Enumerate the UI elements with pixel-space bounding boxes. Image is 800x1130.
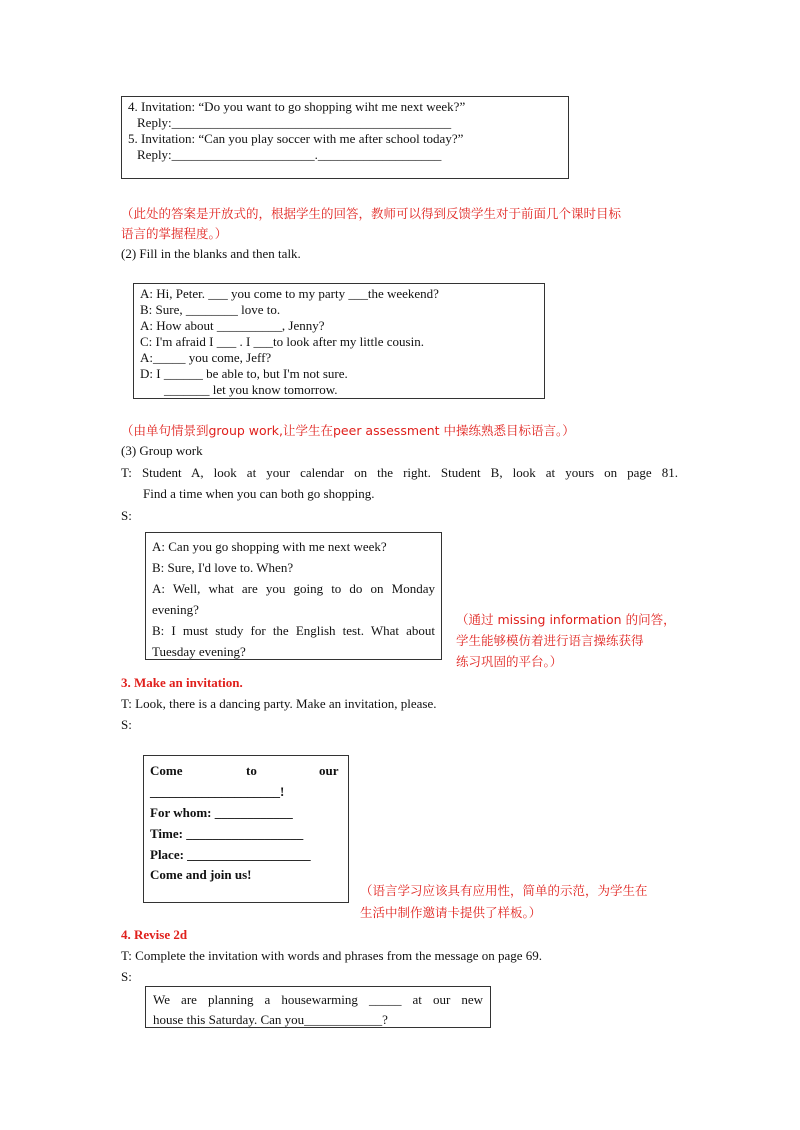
reply-4: Reply:___________________________________________ bbox=[137, 115, 452, 130]
group-work-line: B: Sure, I'd love to. When? bbox=[152, 560, 294, 575]
housewarming-line-1: We are planning a housewarming _____ at our new bbox=[153, 992, 483, 1007]
teacher-note-3-line-1: （通过 missing information 的问答， bbox=[456, 612, 676, 627]
card-blank-line: ____________________! bbox=[150, 784, 285, 799]
card-our: our bbox=[319, 763, 339, 778]
teacher-note-4-line-2: 生活中制作邀请卡提供了样板。） bbox=[360, 905, 542, 920]
teacher-instruction-cont: Find a time when you can both go shopping. bbox=[143, 486, 375, 501]
dialogue-line: _______ let you know tomorrow. bbox=[164, 382, 338, 397]
teacher-note-1-line-1: （此处的答案是开放式的，根据学生的回答，教师可以得到反馈学生对于前面几个课时目标 bbox=[121, 206, 622, 221]
reply-5: Reply:______________________.___________________ bbox=[137, 147, 442, 162]
make-invitation-heading: 3. Make an invitation. bbox=[121, 675, 243, 690]
section-3-heading: (3) Group work bbox=[121, 443, 203, 458]
teacher-note-3-line-2: 学生能够模仿着进行语言操练获得 bbox=[456, 633, 644, 648]
student-label: S: bbox=[121, 717, 132, 732]
group-work-line: B: I must study for the English test. What about bbox=[152, 623, 435, 638]
group-work-line: evening? bbox=[152, 602, 199, 617]
dialogue-line: A: Hi, Peter. ___ you come to my party ___the weekend? bbox=[140, 286, 439, 301]
housewarming-line-2: house this Saturday. Can you____________? bbox=[153, 1012, 388, 1027]
revise-heading: 4. Revise 2d bbox=[121, 927, 188, 942]
teacher-note-1-line-2: 语言的掌握程度。） bbox=[121, 226, 228, 241]
card-place: Place: ___________________ bbox=[150, 847, 311, 862]
teacher-instruction: T: Student A, look at your calendar on the right. Student B, look at yours on page 81. bbox=[121, 465, 678, 480]
card-for-whom: For whom: ____________ bbox=[150, 805, 293, 820]
teacher-note-3-line-3: 练习巩固的平台。） bbox=[456, 654, 563, 669]
invitation-4: 4. Invitation: “Do you want to go shopping wiht me next week?” bbox=[128, 99, 466, 114]
dialogue-line: D: I ______ be able to, but I'm not sure. bbox=[140, 366, 348, 381]
dialogue-line: C: I'm afraid I ___ . I ___to look after my little cousin. bbox=[140, 334, 424, 349]
dialogue-line: A:_____ you come, Jeff? bbox=[140, 350, 272, 365]
make-invitation-instruction: T: Look, there is a dancing party. Make an invitation, please. bbox=[121, 696, 437, 711]
teacher-note-4-line-1: （语言学习应该具有应用性，简单的示范，为学生在 bbox=[360, 883, 648, 898]
group-work-line: A: Well, what are you going to do on Monday bbox=[152, 581, 435, 596]
card-to: to bbox=[246, 763, 257, 778]
student-label: S: bbox=[121, 508, 132, 523]
revise-instruction: T: Complete the invitation with words and phrases from the message on page 69. bbox=[121, 948, 543, 963]
dialogue-line: A: How about __________, Jenny? bbox=[140, 318, 325, 333]
student-label: S: bbox=[121, 969, 132, 984]
card-time: Time: __________________ bbox=[150, 826, 304, 841]
section-2-heading: (2) Fill in the blanks and then talk. bbox=[121, 246, 301, 261]
dialogue-line: B: Sure, ________ love to. bbox=[140, 302, 281, 317]
invitation-5: 5. Invitation: “Can you play soccer with me after school today?” bbox=[128, 131, 464, 146]
teacher-note-2: （由单句情景到group work,让学生在peer assessment 中操练熟悉目标语言。） bbox=[121, 423, 575, 438]
card-join: Come and join us! bbox=[150, 867, 252, 882]
card-come: Come bbox=[150, 763, 183, 778]
group-work-line: A: Can you go shopping with me next week? bbox=[152, 539, 387, 554]
group-work-line: Tuesday evening? bbox=[152, 644, 246, 659]
